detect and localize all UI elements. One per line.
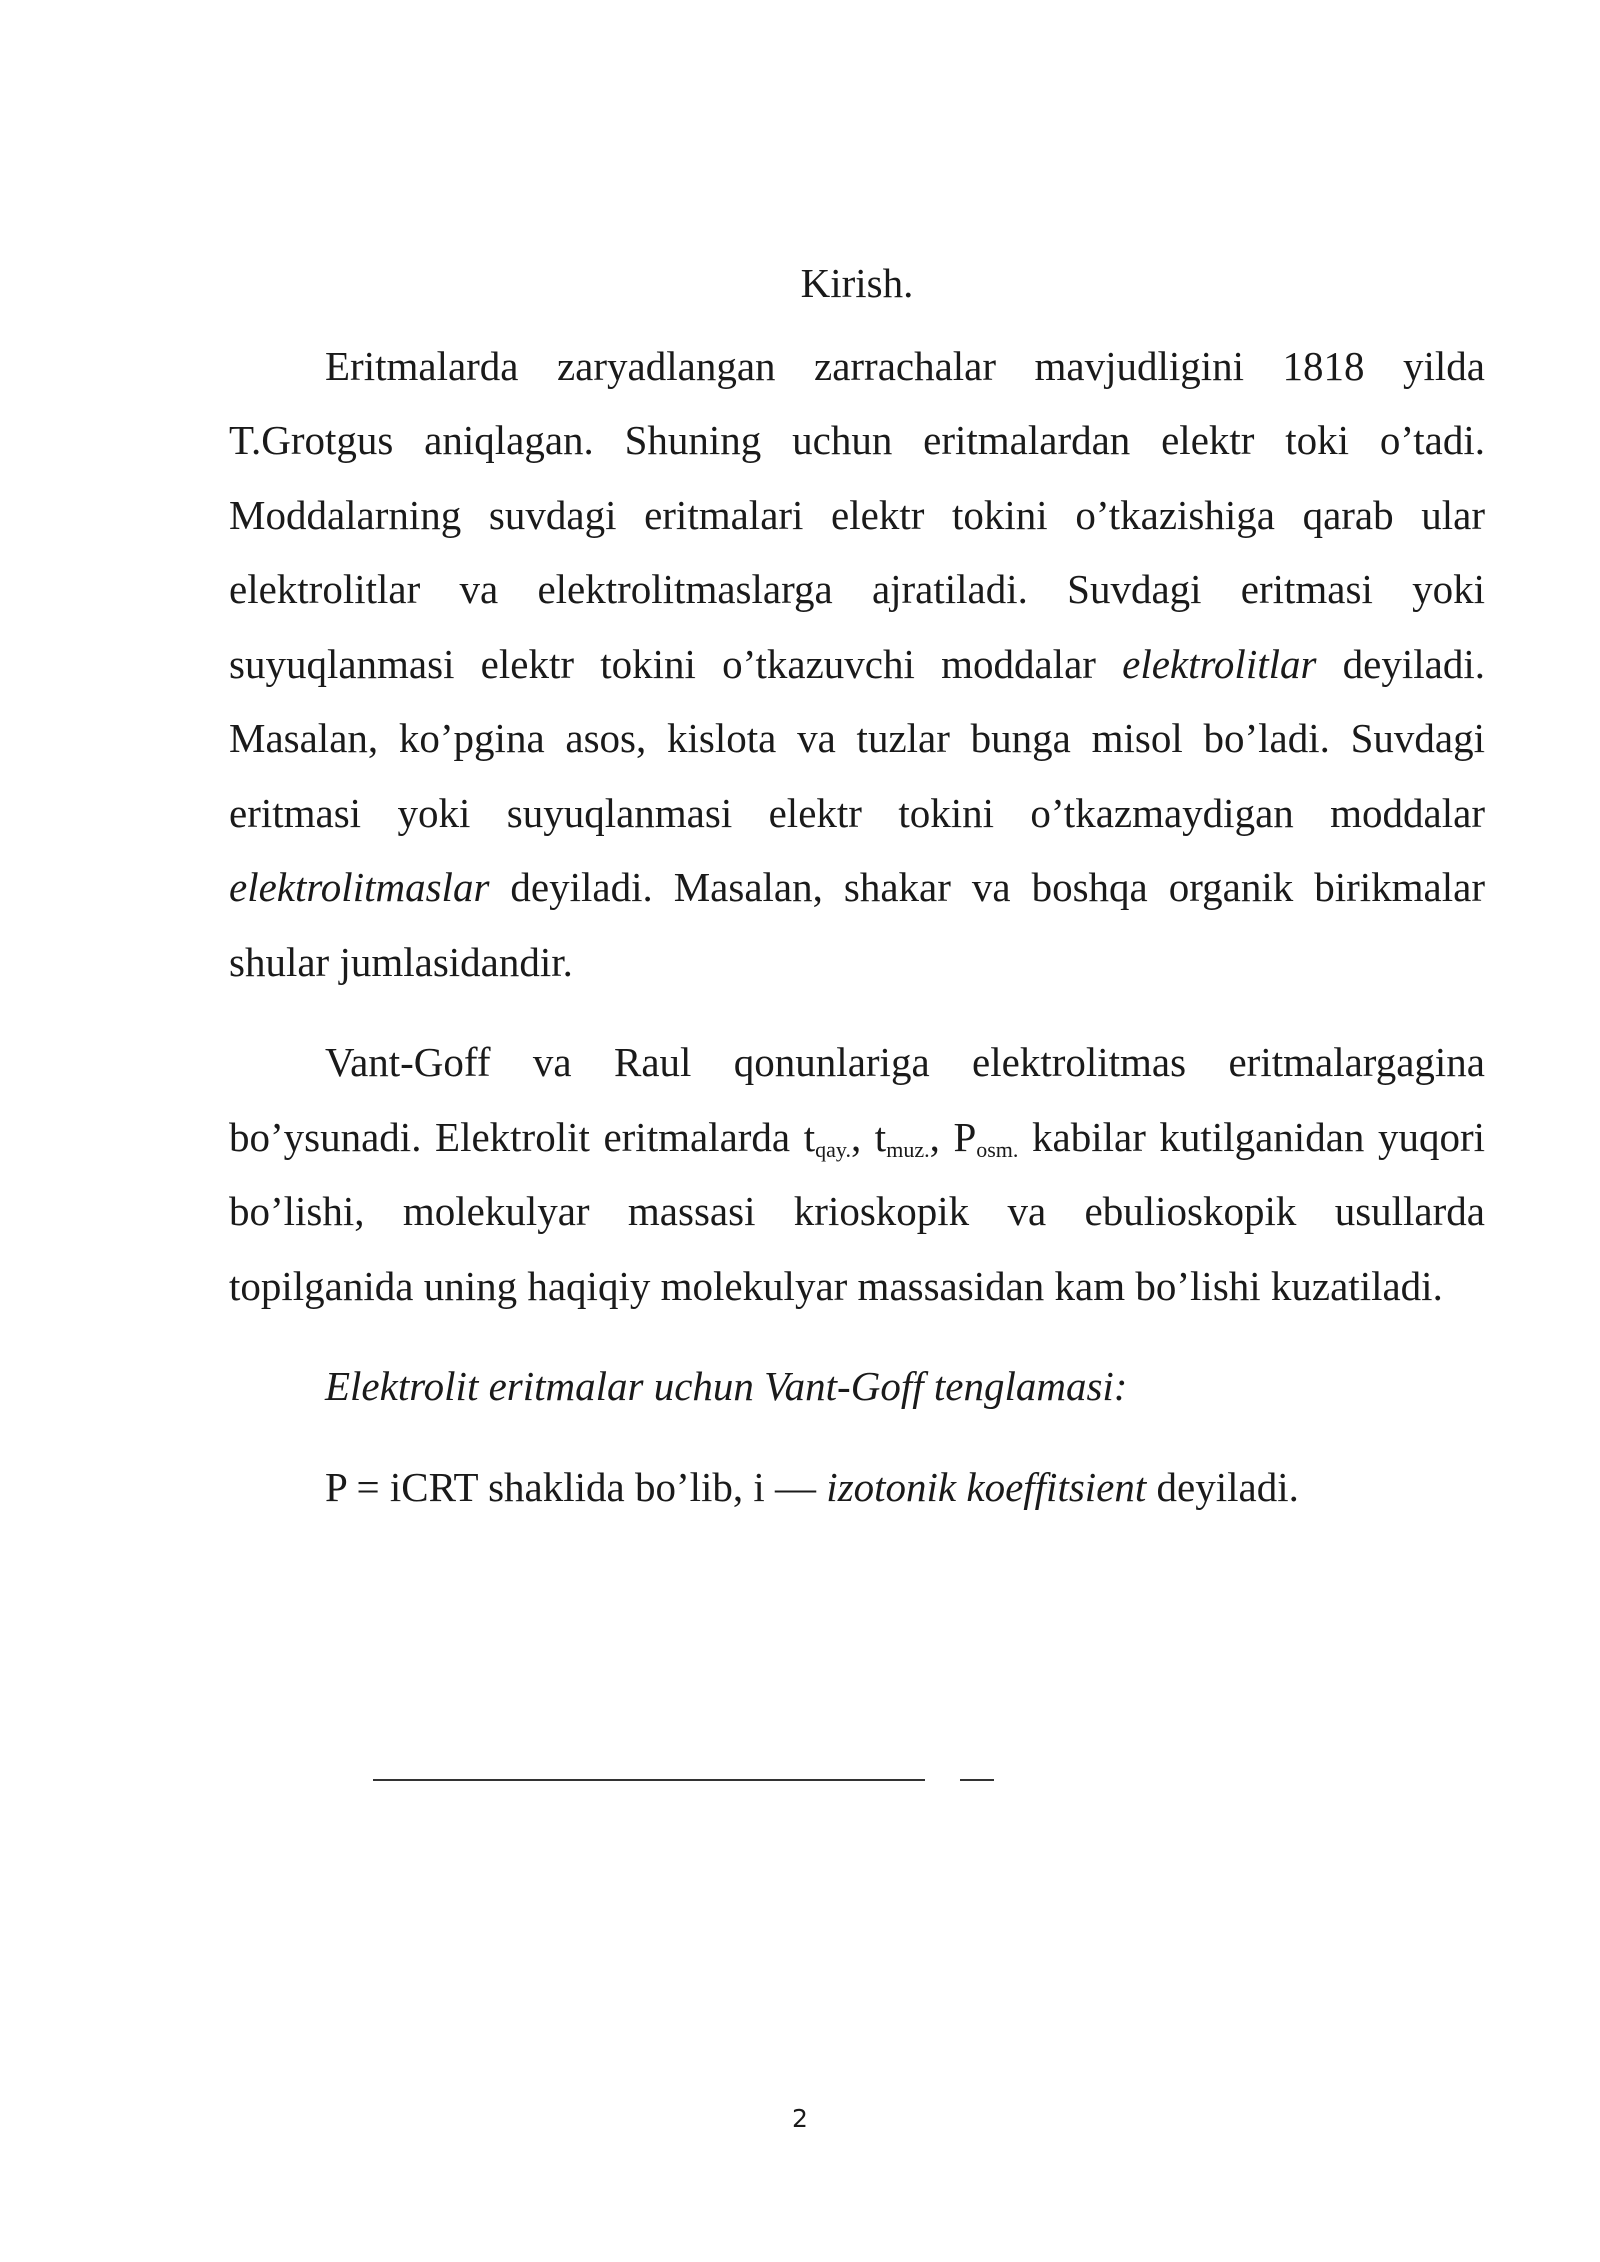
paragraph2-text-1: Vant-Goff va Raul qonunlariga elektrolitmas eritmalargagina bo’ysunadi. Elektrolit eritmalarda — [229, 1039, 1485, 1160]
paragraph1-text-3: deyiladi. Masalan, shakar va boshqa organik birikmalar shular jumlasidandir. — [229, 864, 1485, 985]
subscript-qay: qay. — [815, 1136, 851, 1162]
equation-heading — [325, 1349, 1485, 1424]
page-number: 2 — [792, 2104, 808, 2133]
paragraph1-text-1: Eritmalarda zaryadlangan zarrachalar mavjudligini 1818 yilda T.Grotgus aniqlagan. Shuning uchun eritmalardan elektr toki o’tadi. Moddalarning suvdagi eritmalari elektr tokini o’tkazishiga qarab ular elektrolitlar va elektrolitmaslarga ajratiladi. Suvdagi eritmasi yoki suyuqlanmasi elektr tokini o’tkazuvchi moddalar — [229, 342, 1485, 687]
paragraph1-text-2: deyiladi. Masalan, ko’pgina asos, kislota va tuzlar bunga misol bo’ladi. Suvdagi eritmasi yoki suyuqlanmasi elektr tokini o’tkazmaydigan moddalar — [229, 640, 1485, 836]
page-content — [229, 246, 1485, 1524]
symbol-p-osmotic: P — [953, 1113, 977, 1160]
paragraph-vant-goff-raul — [229, 1025, 1485, 1323]
paragraph2-text-2: kabilar kutilganidan yuqori bo’lishi, molekulyar massasi krioskopik va ebulioskopik usullarda topilganida uning haqiqiy molekulyar massasidan kam bo’lishi kuzatiladi. — [229, 1113, 1486, 1309]
term-elektrolitmaslar: elektrolitmaslar — [229, 864, 490, 910]
equation-line — [325, 1450, 1485, 1525]
footnote-separator-dash — [960, 1779, 994, 1781]
separator-1: , — [850, 1113, 875, 1160]
term-elektrolitlar: elektrolitlar — [1122, 640, 1317, 687]
separator-2: , — [929, 1113, 954, 1160]
section-title: Kirish. — [800, 260, 914, 306]
symbol-t-freezing: t — [874, 1113, 887, 1160]
equation-text-1: P = iCRT shaklida bo’lib, i — — [325, 1463, 827, 1510]
footnote-separator-line — [373, 1779, 925, 1781]
term-izotonik-koeffitsient: izotonik koeffitsient — [826, 1463, 1147, 1510]
symbol-t-boiling: t — [803, 1113, 816, 1160]
subscript-osm: osm. — [976, 1136, 1019, 1162]
equation-heading-text: Elektrolit eritmalar uchun Vant-Goff tenglamasi: — [325, 1363, 1128, 1409]
subscript-muz: muz. — [886, 1136, 930, 1162]
paragraph-electrolytes — [229, 329, 1485, 1000]
equation-text-2: deyiladi. — [1146, 1463, 1299, 1510]
